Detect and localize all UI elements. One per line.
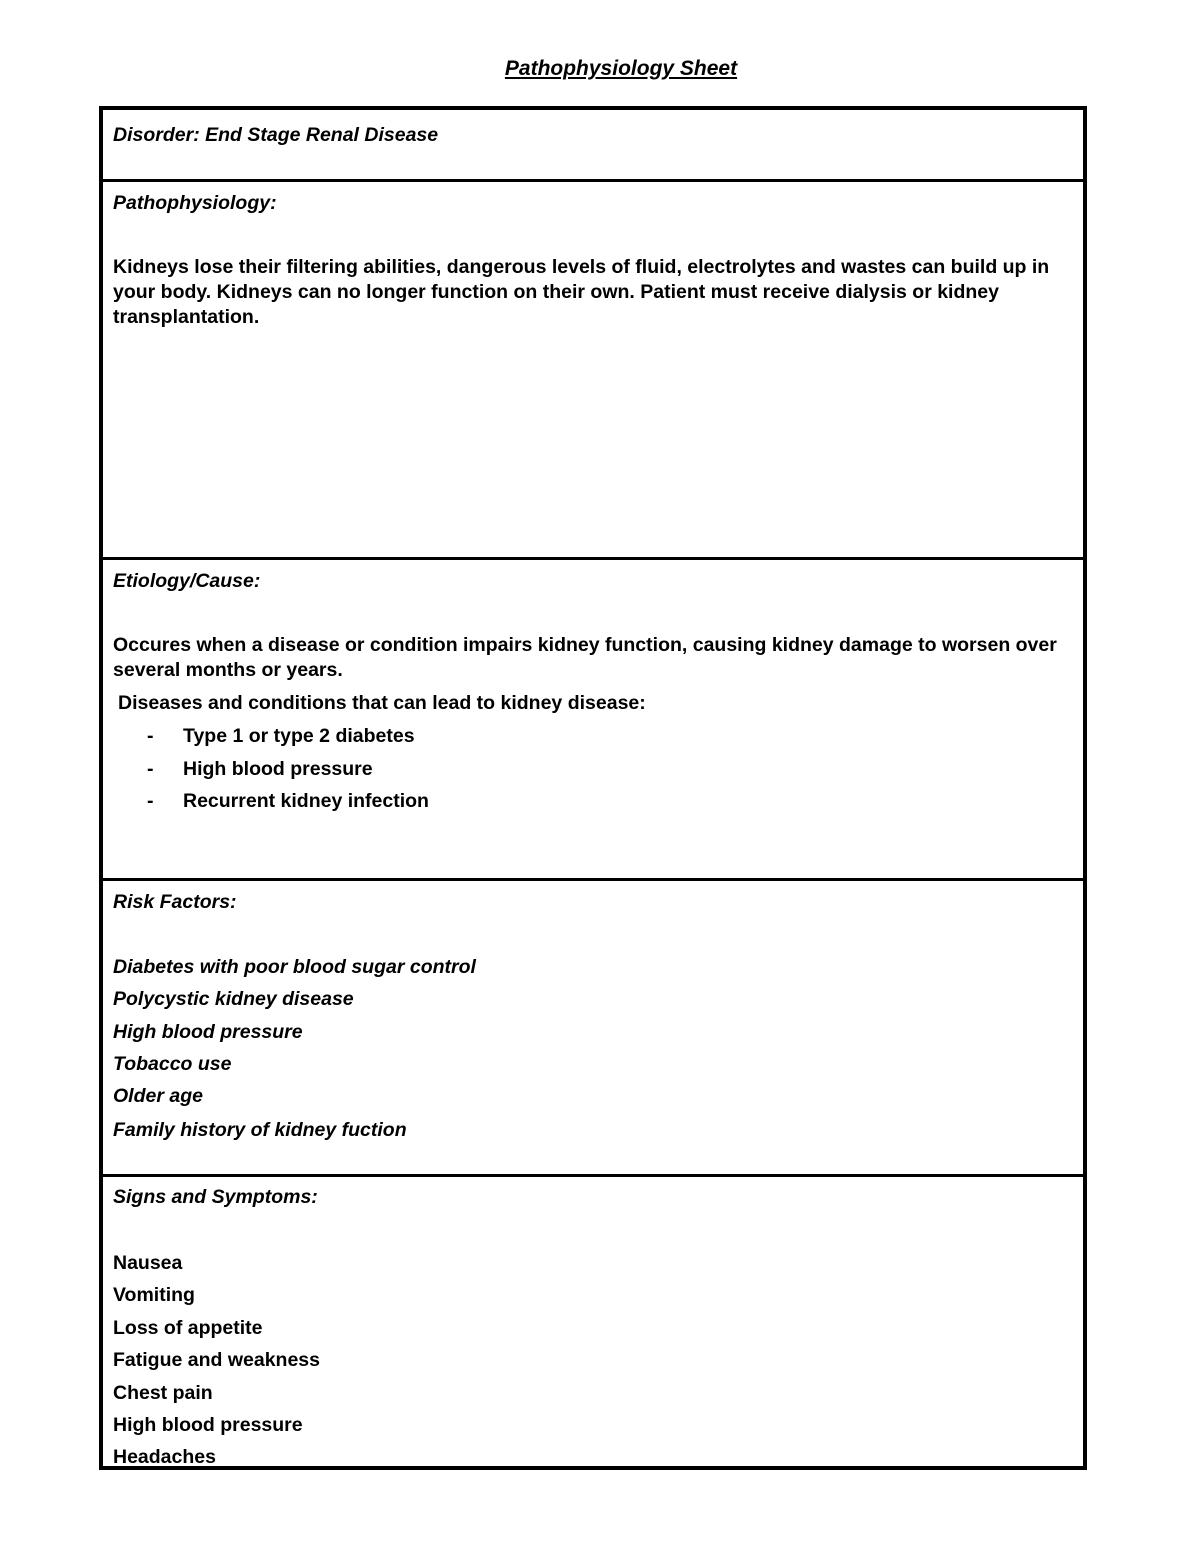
etiology-list-item: Recurrent kidney infection — [183, 790, 429, 812]
risk-factor-item: Polycystic kidney disease — [113, 988, 354, 1010]
pathophysiology-text: Kidneys lose their filtering abilities, dangerous levels of fluid, electrolytes and wastes can build up in your body. Kidneys can no longer function on their own. Patient must receive dialysis or kidney transplantation. — [113, 256, 1050, 328]
symptom-item: Headaches — [113, 1446, 216, 1468]
pathophysiology-row — [103, 182, 1083, 560]
bullet-dash: - — [147, 758, 154, 780]
etiology-text: Occures when a disease or condition impairs kidney function, causing kidney damage to worsen over several months or years. — [113, 634, 1057, 681]
bullet-dash: - — [147, 790, 154, 812]
signs-symptoms-heading: Signs and Symptoms: — [113, 1186, 318, 1208]
risk-factor-item: Diabetes with poor blood sugar control — [113, 956, 476, 978]
symptom-item: Nausea — [113, 1252, 183, 1274]
symptom-item: Loss of appetite — [113, 1317, 263, 1339]
disorder-label: Disorder: End Stage Renal Disease — [113, 124, 439, 146]
risk-factor-item: Tobacco use — [113, 1053, 232, 1075]
pathophysiology-table — [99, 106, 1087, 1470]
risk-factor-item: High blood pressure — [113, 1021, 303, 1043]
symptom-item: Vomiting — [113, 1284, 195, 1306]
etiology-list-item: Type 1 or type 2 diabetes — [183, 725, 415, 747]
signs-symptoms-row — [103, 1177, 1083, 1466]
symptom-item: Chest pain — [113, 1382, 213, 1404]
symptom-item: High blood pressure — [113, 1414, 303, 1436]
disorder-row — [103, 110, 1083, 182]
etiology-subheading: Diseases and conditions that can lead to kidney disease: — [118, 692, 646, 714]
symptom-item: Fatigue and weakness — [113, 1349, 320, 1371]
etiology-row — [103, 560, 1083, 881]
risk-factors-heading: Risk Factors: — [113, 891, 237, 913]
pathophysiology-heading: Pathophysiology: — [113, 192, 277, 214]
page-title: Pathophysiology Sheet — [504, 57, 738, 80]
etiology-heading: Etiology/Cause: — [113, 570, 261, 592]
risk-factors-row — [103, 881, 1083, 1177]
bullet-dash: - — [147, 725, 154, 747]
risk-factor-item: Family history of kidney fuction — [113, 1119, 407, 1141]
etiology-list-item: High blood pressure — [183, 758, 373, 780]
risk-factor-item: Older age — [113, 1085, 203, 1107]
